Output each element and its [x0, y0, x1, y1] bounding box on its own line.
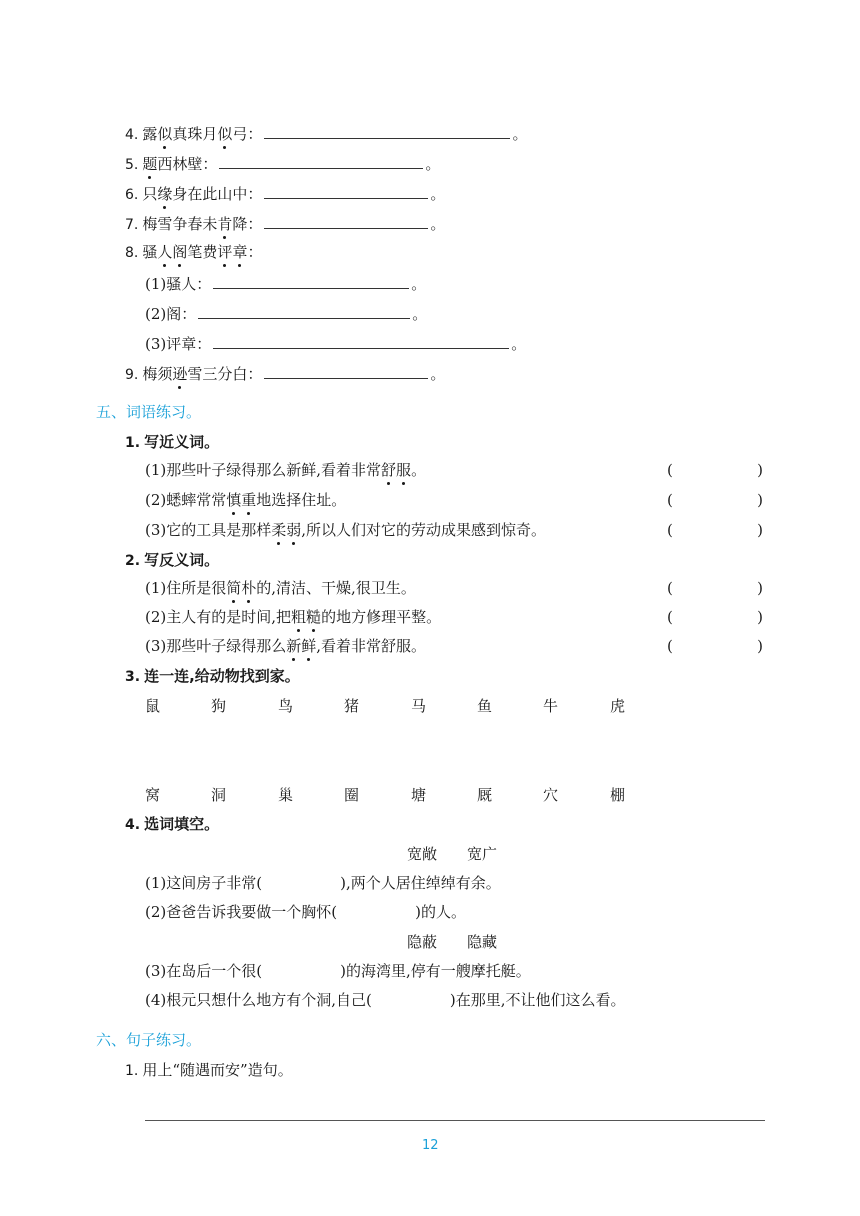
item-8: 8. 骚人阁笔费评章： — [125, 243, 263, 261]
item-9: 9. 梅须逊雪三分白： 。 — [125, 362, 445, 385]
home-word[interactable]: 洞 — [211, 786, 227, 804]
animal-word[interactable]: 牛 — [543, 697, 559, 715]
s6-q1: 1. 用上“随遇而安”造句。 — [125, 1061, 293, 1079]
home-word[interactable]: 穴 — [543, 786, 559, 804]
home-word[interactable]: 塘 — [411, 786, 427, 804]
q2-item-3: (3)那些叶子绿得那么新鲜,看着非常舒服。 — [145, 637, 427, 655]
home-word[interactable]: 棚 — [610, 786, 626, 804]
q2-heading: 2. 写反义词。 — [125, 551, 220, 569]
fill-sentence-2: (2)爸爸告诉我要做一个胸怀( )的人。 — [145, 903, 466, 921]
answer-paren[interactable]: ( ) — [667, 491, 763, 509]
answer-paren[interactable]: ( ) — [667, 461, 763, 479]
section-5-title: 五、词语练习。 — [96, 403, 202, 421]
section-6-title: 六、句子练习。 — [96, 1031, 202, 1049]
item-7: 7. 梅雪争春未肯降： 。 — [125, 212, 445, 235]
animal-word[interactable]: 狗 — [211, 697, 227, 715]
answer-blank[interactable] — [264, 182, 428, 199]
animal-word[interactable]: 虎 — [610, 697, 626, 715]
q2-item-2: (2)主人有的是时间,把粗糙的地方修理平整。 — [145, 608, 442, 626]
q4-heading: 4. 选词填空。 — [125, 815, 220, 833]
q3-heading: 3. 连一连,给动物找到家。 — [125, 667, 300, 685]
word-choices-1: 宽敞 宽广 — [407, 845, 498, 863]
home-word[interactable]: 巢 — [278, 786, 294, 804]
answer-paren[interactable]: ( ) — [667, 521, 763, 539]
item-8-sub-2: (2)阁： 。 — [145, 302, 427, 324]
fill-sentence-4: (4)根元只想什么地方有个洞,自己( )在那里,不让他们这么看。 — [145, 991, 626, 1009]
q1-item-3: (3)它的工具是那样柔弱,所以人们对它的劳动成果感到惊奇。 — [145, 521, 547, 539]
item-8-sub-1: (1)骚人： 。 — [145, 272, 426, 294]
animal-word[interactable]: 鸟 — [278, 697, 294, 715]
answer-paren[interactable]: ( ) — [667, 579, 763, 597]
q2-item-1: (1)住所是很简朴的,清洁、干燥,很卫生。 — [145, 579, 416, 597]
item-5: 5. 题西林壁： 。 — [125, 152, 440, 175]
answer-blank[interactable] — [198, 302, 410, 319]
answer-blank[interactable] — [219, 152, 423, 169]
answer-blank[interactable] — [213, 272, 409, 289]
item-4: 4. 露似真珠月似弓： 。 — [125, 122, 527, 145]
answer-blank[interactable] — [264, 212, 428, 229]
home-word[interactable]: 厩 — [477, 786, 493, 804]
fill-sentence-3: (3)在岛后一个很( )的海湾里,停有一艘摩托艇。 — [145, 962, 531, 980]
fill-sentence-1: (1)这间房子非常( ),两个人居住绰绰有余。 — [145, 874, 501, 892]
q1-item-2: (2)蟋蟀常常慎重地选择住址。 — [145, 491, 347, 509]
animal-word[interactable]: 鼠 — [145, 697, 161, 715]
item-6: 6. 只缘身在此山中： 。 — [125, 182, 445, 205]
animal-word[interactable]: 鱼 — [477, 697, 493, 715]
page-number: 12 — [422, 1138, 439, 1153]
q1-heading: 1. 写近义词。 — [125, 433, 220, 451]
animal-word[interactable]: 猪 — [344, 697, 360, 715]
animal-word[interactable]: 马 — [411, 697, 427, 715]
q1-item-1: (1)那些叶子绿得那么新鲜,看着非常舒服。 — [145, 461, 427, 479]
word-choices-2: 隐蔽 隐藏 — [407, 933, 498, 951]
answer-line[interactable] — [145, 1120, 765, 1121]
home-word[interactable]: 窝 — [145, 786, 161, 804]
answer-paren[interactable]: ( ) — [667, 608, 763, 626]
answer-blank[interactable] — [264, 362, 428, 379]
answer-paren[interactable]: ( ) — [667, 637, 763, 655]
home-word[interactable]: 圈 — [344, 786, 360, 804]
item-8-sub-3: (3)评章： 。 — [145, 332, 526, 354]
answer-blank[interactable] — [213, 332, 509, 349]
answer-blank[interactable] — [264, 122, 510, 139]
